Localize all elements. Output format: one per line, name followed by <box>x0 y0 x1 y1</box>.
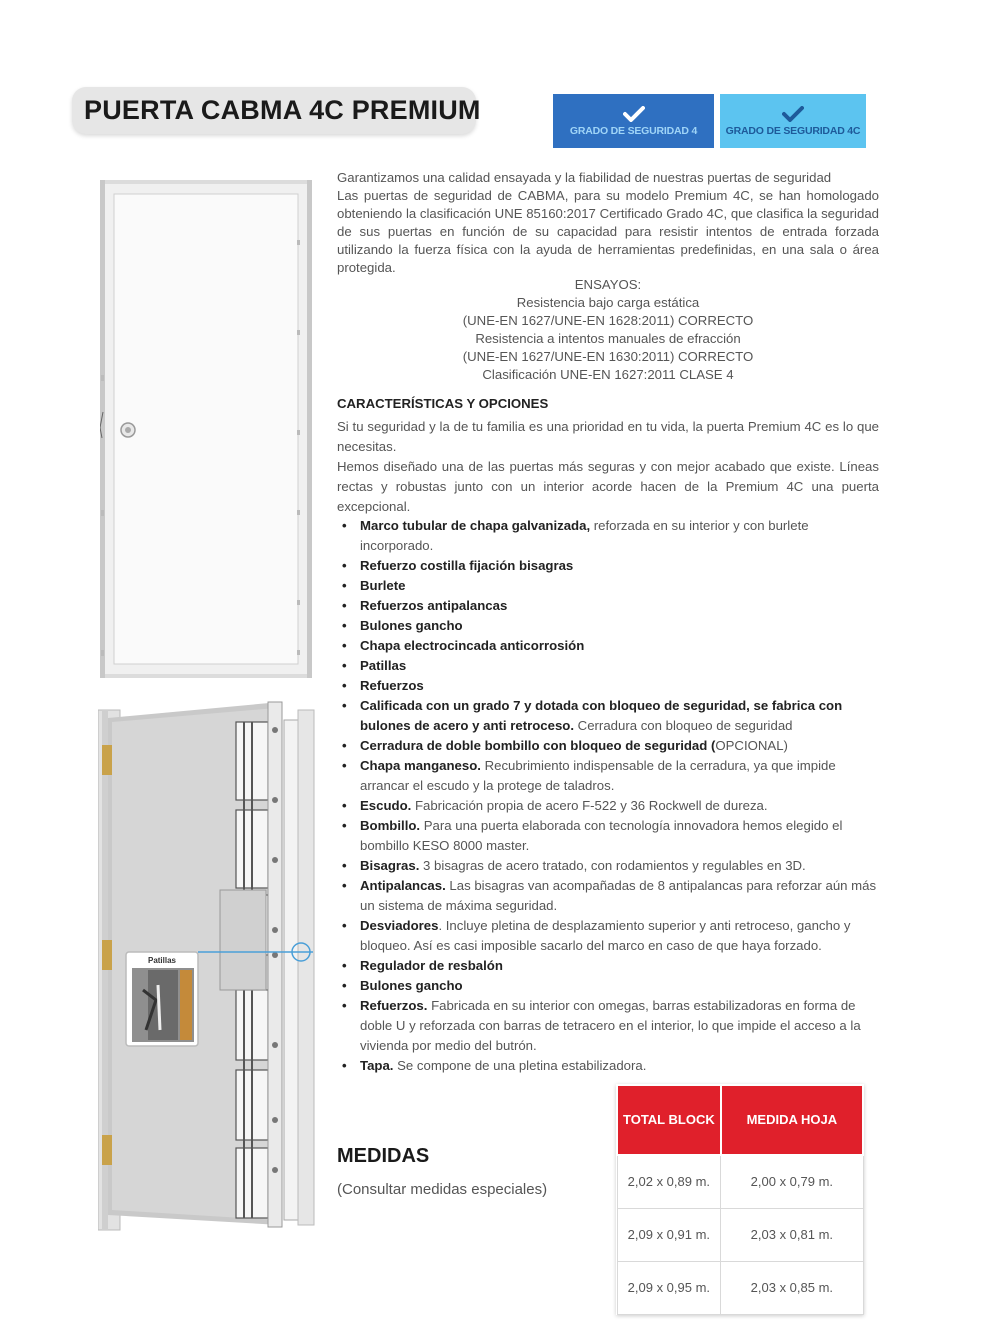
check-icon <box>623 106 645 122</box>
list-item: • Cerradura de doble bombillo con bloqueo de seguridad (OPCIONAL) <box>337 736 879 756</box>
list-item: • Bulones gancho <box>337 616 879 636</box>
list-item: • Marco tubular de chapa galvanizada, reforzada en su interior y con burlete incorporado. <box>337 516 879 556</box>
table-cell: 2,02 x 0,89 m. <box>617 1155 721 1208</box>
list-item: • Bisagras. 3 bisagras de acero tratado, con rodamientos y regulables en 3D. <box>337 856 879 876</box>
list-item: • Antipalancas. Las bisagras van acompañadas de 8 antipalancas para reforzar aún más un sistema de máxima seguridad. <box>337 876 879 916</box>
list-item: • Bombillo. Para una puerta elaborada con tecnología innovadora hemos elegido el bombillo KESO 8000 master. <box>337 816 879 856</box>
measurements-table <box>616 1084 864 1315</box>
check-icon <box>782 106 804 122</box>
title-box <box>72 87 481 134</box>
table-cell: 2,09 x 0,95 m. <box>617 1261 721 1314</box>
list-item: • Refuerzo costilla fijación bisagras <box>337 556 879 576</box>
table-cell: 2,03 x 0,81 m. <box>721 1208 863 1261</box>
badge-label: GRADO DE SEGURIDAD 4 <box>569 124 698 137</box>
list-item: • Desviadores. Incluye pletina de desplazamiento superior y anti retroceso, gancho y bloqueo. Así es casi imposible sacarlo del marco en caso de que haya forzado. <box>337 916 879 956</box>
characteristics-heading: CARACTERÍSTICAS Y OPCIONES <box>337 396 549 411</box>
patillas-callout-label: Patillas <box>147 956 177 965</box>
table-cell: 2,09 x 0,91 m. <box>617 1208 721 1261</box>
list-item: • Chapa manganeso. Recubrimiento indispensable de la cerradura, ya que impide arrancar el escudo y la protege de taladros. <box>337 756 879 796</box>
characteristics-paragraph: Hemos diseñado una de las puertas más seguras y con mejor acabado que existe. Líneas rectas y robustas junto con un interior acorde hacen de la Premium 4C una puerta excepcional. <box>337 459 879 514</box>
tests-line: (UNE-EN 1627/UNE-EN 1628:2011) CORRECTO <box>462 313 754 328</box>
characteristics-paragraph: Si tu seguridad y la de tu familia es una prioridad en tu vida, la puerta Premium 4C es lo que necesitas. <box>337 419 879 454</box>
table-cell: 2,03 x 0,85 m. <box>721 1261 863 1314</box>
list-item: • Bulones gancho <box>337 976 879 996</box>
page-title: PUERTA CABMA 4C PREMIUM <box>84 95 481 125</box>
list-item: • Refuerzos <box>337 676 879 696</box>
table-header-row <box>617 1085 863 1155</box>
list-item: • Refuerzos. Fabricada en su interior con omegas, barras estabilizadoras en forma de doble U y reforzada con barras de tetracero en el interior, lo que impide el acceso a la vivienda por medio del butrón. <box>337 996 879 1056</box>
security-grade-4c-badge <box>720 94 866 148</box>
column-header: MEDIDA HOJA <box>721 1085 863 1155</box>
measurements-heading: MEDIDAS <box>337 1145 430 1167</box>
column-header: TOTAL BLOCK <box>617 1085 721 1155</box>
list-item: • Tapa. Se compone de una pletina estabilizadora. <box>337 1056 879 1076</box>
tests-line: Resistencia a intentos manuales de efracción <box>475 331 741 346</box>
tests-line: Clasificación UNE-EN 1627:2011 CLASE 4 <box>482 367 734 382</box>
closed-door-image <box>100 180 312 678</box>
table-row <box>617 1261 863 1314</box>
table-row <box>617 1208 863 1261</box>
measurements-subtitle: (Consultar medidas especiales) <box>337 1181 548 1198</box>
table-cell: 2,00 x 0,79 m. <box>721 1155 863 1208</box>
security-grade-4-badge <box>553 94 714 148</box>
intro-paragraph: Las puertas de seguridad de CABMA, para su modelo Premium 4C, se han homologado obteniendo la clasificación UNE 85160:2017 Certificado Grado 4C, que clasifica la seguridad de sus puertas en función de su capacidad para resistir intentos de entrada forzada utilizando la fuerza física con la ayuda de herramientas predefinidas, en una sala o área protegida. <box>337 188 879 275</box>
list-item: • Chapa electrocincada anticorrosión <box>337 636 879 656</box>
table-row <box>617 1155 863 1208</box>
list-item: • Refuerzos antipalancas <box>337 596 879 616</box>
badge-label: GRADO DE SEGURIDAD 4C <box>725 124 861 137</box>
characteristics-text <box>337 417 879 517</box>
tests-line: Resistencia bajo carga estática <box>516 295 700 310</box>
list-item: • Burlete <box>337 576 879 596</box>
open-door-interior-image <box>98 700 318 1245</box>
list-item: • Escudo. Fabricación propia de acero F-522 y 36 Rockwell de dureza. <box>337 796 879 816</box>
features-list <box>337 516 879 1076</box>
list-item: • Patillas <box>337 656 879 676</box>
intro-text <box>337 169 879 277</box>
tests-heading: ENSAYOS: <box>574 277 642 292</box>
intro-line: Garantizamos una calidad ensayada y la fiabilidad de nuestras puertas de seguridad <box>337 170 832 185</box>
tests-line: (UNE-EN 1627/UNE-EN 1630:2011) CORRECTO <box>462 349 754 364</box>
list-item: • Calificada con un grado 7 y dotada con bloqueo de seguridad, se fabrica con bulones de acero y anti retroceso. Cerradura con bloqueo de seguridad <box>337 696 879 736</box>
list-item: • Regulador de resbalón <box>337 956 879 976</box>
tests-block <box>337 276 879 384</box>
